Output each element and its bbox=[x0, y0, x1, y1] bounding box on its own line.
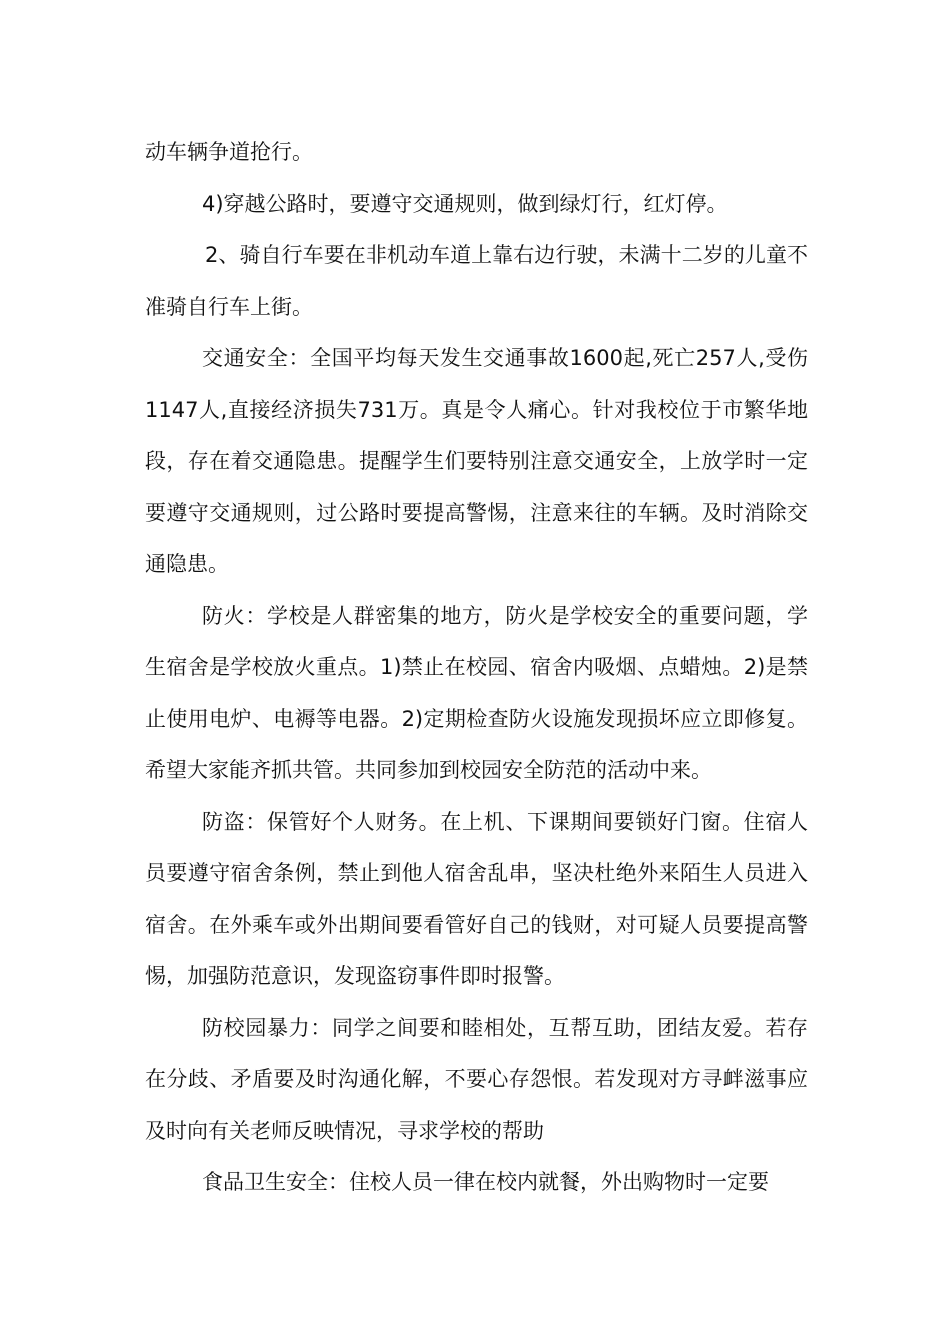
paragraph-fire-prevention: 防火：学校是人群密集的地方，防火是学校安全的重要问题，学生宿舍是学校放火重点。1)禁止在校园、宿舍内吸烟、点蜡烛。2)是禁止使用电炉、电褥等电器。2)定期检查防火设施发现损坏应立即修复。希望大家能齐抓共管。共同参加到校园安全防范的活动中来。 bbox=[145, 603, 808, 782]
paragraph-theft-prevention: 防盗：保管好个人财务。在上机、下课期间要锁好门窗。住宿人员要遵守宿舍条例，禁止到他人宿舍乱串，坚决杜绝外来陌生人员进入宿舍。在外乘车或外出期间要看管好自己的钱财，对可疑人员要提高警惕，加强防范意识，发现盗窃事件即时报警。 bbox=[145, 809, 808, 988]
document-body bbox=[145, 127, 808, 1209]
paragraph-food-safety: 食品卫生安全：住校人员一律在校内就餐，外出购物时一定要 bbox=[202, 1170, 769, 1194]
paragraph-campus-violence: 防校园暴力：同学之间要和睦相处，互帮互助，团结友爱。若存在分歧、矛盾要及时沟通化解，不要心存怨恨。若发现对方寻衅滋事应及时向有关老师反映情况，寻求学校的帮助 bbox=[145, 1015, 808, 1143]
paragraph-continuation: 动车辆争道抢行。 bbox=[145, 140, 313, 164]
paragraph-bicycle: 2、骑自行车要在非机动车道上靠右边行驶，未满十二岁的儿童不准骑自行车上街。 bbox=[145, 243, 808, 319]
paragraph-traffic-safety: 交通安全：全国平均每天发生交通事故1600起,死亡257人,受伤 1147人,直接经济损失731万。真是令人痛心。针对我校位于市繁华地段，存在着交通隐患。提醒学生们要特别注意交通安全，上放学时一定要遵守交通规则，过公路时要提高警惕，注意来往的车辆。及时消除交通隐患。 bbox=[145, 346, 808, 576]
paragraph-crossing-road: 4)穿越公路时，要遵守交通规则，做到绿灯行，红灯停。 bbox=[202, 191, 728, 216]
